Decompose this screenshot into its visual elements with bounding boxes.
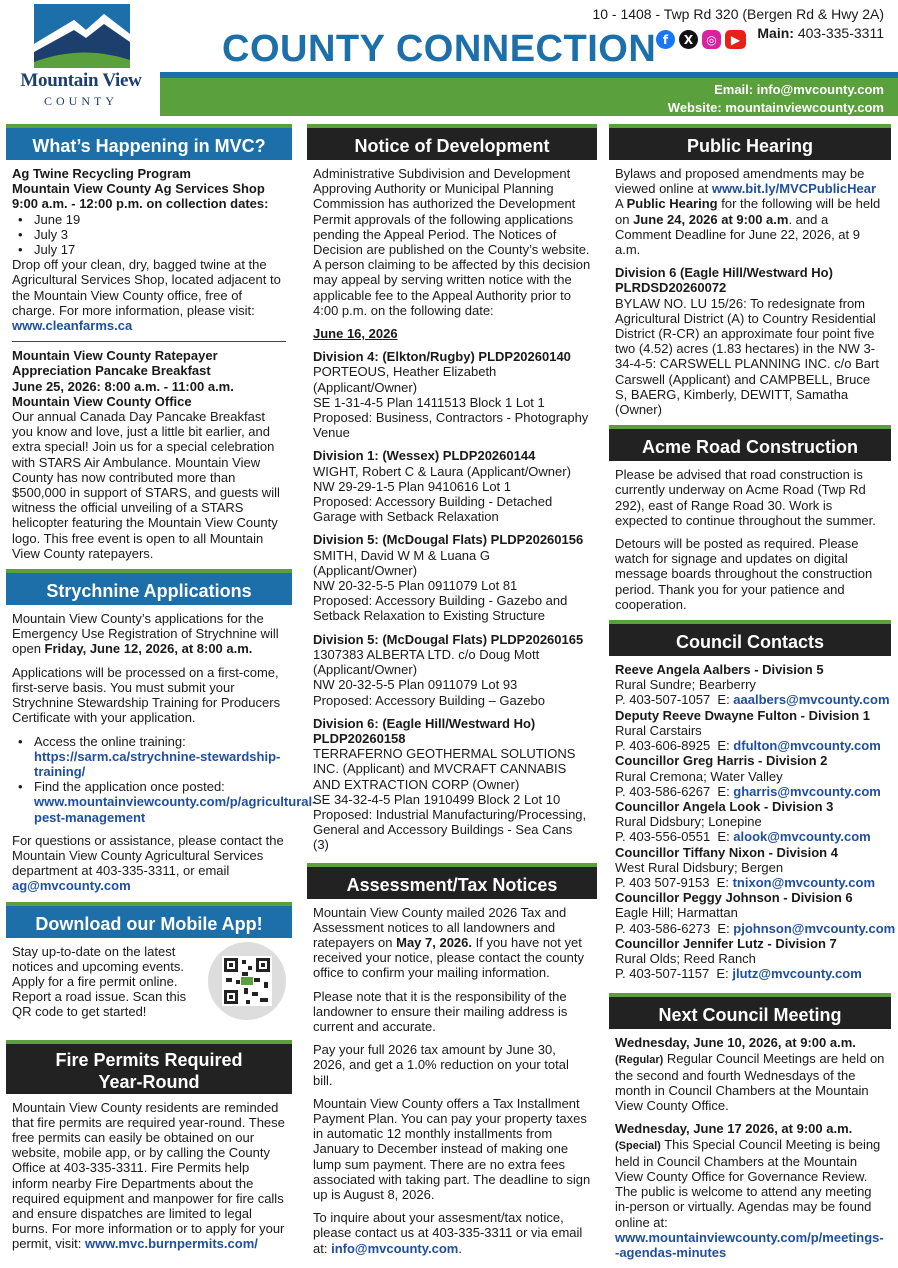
meeting-1-type: (Regular) — [615, 1053, 664, 1066]
strychnine-p1-text: Mountain View County’s applications for the Emergency Use Registration of Strychnine will open — [12, 611, 279, 657]
council-member-contact — [615, 966, 885, 981]
council-member-area: Rural Sundre; Bearberry — [615, 677, 756, 693]
strychnine-p1 — [12, 611, 286, 657]
development-body — [307, 160, 597, 853]
hearing-bylaw: BYLAW NO. LU 15/26: To redesignate from Agricultural District (A) to Country Residential District (R-CR) an approximate four point five two (4.52) acres (1.83 hectares) in the NW 3-34-4-5: CARSWELL PLANNING INC. c/o Bart Carswell (Applicant) and CAMPBELL, Bruce S, BAERG, Kimberly, DEWITT, Samatha (Owner) — [615, 295, 879, 418]
meeting-public-text: The public is welcome to attend any meeting in-person or virtually. Agendas may be found online at: — [615, 1184, 872, 1230]
assessment-p2: Please note that it is the responsibility of the landowner to ensure their mailing address is current and accurate. — [313, 988, 568, 1034]
strychnine-open-date: Friday, June 12, 2026, at 8:00 a.m. — [44, 641, 253, 657]
council-member-area: Rural Didsbury; Lonepine — [615, 814, 762, 830]
twine-body: Drop off your clean, dry, bagged twine at the Agricultural Services Shop, located adjacent to the Mountain View County office, free of charge. For more information, please visit: — [12, 257, 281, 318]
council-member-email[interactable]: tnixon@mvcounty.com — [732, 874, 876, 890]
assessment-p4: Mountain View County offers a Tax Installment Payment Plan. You can pay your property taxes in automatic 12 monthly installments from January to December instead of making one lump sum payment. There are no extra fees associated with taking part. The deadline to sign up is August 8, 2026. — [313, 1095, 591, 1202]
council-member-name: Councillor Tiffany Nixon - Division 4 — [615, 844, 838, 860]
logo-name: Mountain View — [20, 70, 142, 91]
development-item-heading: Division 6: (Eagle Hill/Westward Ho) PLDP20260158 — [313, 715, 536, 746]
development-item — [313, 532, 591, 623]
section-title-public-hearing: Public Hearing — [609, 124, 891, 160]
assessment-body — [307, 899, 597, 1256]
main-phone — [757, 25, 884, 41]
council-member-name: Deputy Reeve Dwayne Fulton - Division 1 — [615, 707, 870, 723]
mailing-date: May 7, 2026. — [396, 934, 472, 950]
council-member-phone: P. 403-606-8925 E: — [615, 738, 734, 754]
development-item-line: Proposed: Industrial Manufacturing/Processing, General and Accessory Buildings - Sea Cans (3) — [313, 806, 587, 853]
development-item-line: SE 34-32-4-5 Plan 1910499 Block 2 Lot 10 — [313, 791, 561, 807]
development-item-line: SE 1-31-4-5 Plan 1411513 Block 1 Lot 1 — [313, 394, 545, 410]
council-member-email[interactable]: alook@mvcounty.com — [733, 829, 871, 845]
development-item-line: WIGHT, Robert C & Laura (Applicant/Owner) — [313, 463, 571, 479]
assessment-p1 — [313, 905, 591, 981]
section-title-whats-happening: What’s Happening in MVC? — [6, 124, 292, 160]
fire-permits-body — [6, 1094, 292, 1252]
council-member-name: Councillor Jennifer Lutz - Division 7 — [615, 935, 837, 951]
strychnine-list — [12, 733, 317, 825]
development-item-line: NW 20-32-5-5 Plan 0911079 Lot 81 — [313, 578, 518, 594]
logo-county: COUNTY — [44, 94, 118, 108]
section-title-meeting: Next Council Meeting — [609, 993, 891, 1029]
council-member-email[interactable]: pjohnson@mvcounty.com — [733, 920, 896, 936]
agendas-link[interactable]: www.mountainviewcounty.com/p/meetings--agendas-minutes — [615, 1229, 884, 1260]
pancake-date: June 25, 2026: 8:00 a.m. - 11:00 a.m. — [12, 378, 234, 394]
youtube-icon[interactable]: ▶ — [725, 30, 746, 49]
section-title-mobile-app: Download our Mobile App! — [6, 902, 292, 938]
council-member-contact — [615, 784, 885, 799]
strychnine-body — [6, 605, 317, 894]
meeting-2-text: This Special Council Meeting is being held in Council Chambers at the Mountain View County Office for Governance Review. — [615, 1136, 881, 1184]
assessment-p5 — [313, 1210, 591, 1256]
development-item — [313, 632, 591, 708]
assessment-contact-text: To inquire about your assesment/tax notice, please contact us at 403-335-3311 or via email at: — [313, 1210, 583, 1256]
council-member-email[interactable]: jlutz@mvcounty.com — [732, 966, 862, 982]
section-title-development: Notice of Development — [307, 124, 597, 160]
development-item-line: 1307383 ALBERTA LTD. c/o Doug Mott (Applicant/Owner) — [313, 646, 540, 678]
application-label: Find the application once posted: — [34, 779, 225, 795]
mobile-app-body — [6, 938, 292, 1038]
hearing-file: PLRDSD20260072 — [615, 280, 727, 296]
development-item-line: Proposed: Business, Contractors - Photography Venue — [313, 410, 589, 441]
assessment-period: . — [458, 1240, 462, 1256]
section-title-strychnine: Strychnine Applications — [6, 569, 292, 605]
acme-p2: Detours will be posted as required. Please watch for signage and updates on digital message boards throughout the construction period. Thank you for your patience and cooperation. — [615, 536, 873, 612]
section-title-fire-permits — [6, 1040, 292, 1094]
council-member-contact — [615, 692, 890, 708]
council-member-area: Rural Cremona; Water Valley — [615, 768, 783, 784]
pancake-description: Our annual Canada Day Pancake Breakfast you know and love, just a little bit earlier, and extra special! Join us for a special celebration with STARS Air Ambulance. Mountain View County has now contributed more than $500,000 in support of STARS, and guests will witness the official unveiling of a STARS helicopter featuring the Mountain View County logo. This free event is open to all Mountain View County ratepayers. — [12, 409, 280, 561]
development-item-line: PORTEOUS, Heather Elizabeth (Applicant/Owner) — [313, 364, 497, 395]
public-hearing-link[interactable]: www.bit.ly/MVCPublicHear — [711, 181, 877, 197]
meeting-2-type: (Special) — [615, 1139, 661, 1152]
development-item-line: NW 29-29-1-5 Plan 9410616 Lot 1 — [313, 478, 512, 494]
council-contacts-list — [609, 656, 896, 982]
pancake-heading: Mountain View County Ratepayer Appreciation Pancake Breakfast — [12, 348, 218, 379]
twine-dates — [12, 212, 286, 258]
appeal-date: June 16, 2026 — [313, 326, 398, 342]
development-item-line: TERRAFERNO GEOTHERMAL SOLUTIONS INC. (Applicant) and MVCRAFT CANNABIS AND EXTRACTION CORP (Owner) — [313, 746, 576, 792]
development-item-line: Proposed: Accessory Building - Detached Garage with Setback Relaxation — [313, 494, 553, 525]
meeting-body — [609, 1029, 891, 1260]
social-icons — [656, 30, 746, 49]
twine-heading: Ag Twine Recycling Program — [12, 166, 191, 181]
strychnine-p2: Applications will be processed on a first-come, first-serve basis. You must submit your Strychnine Stewardship Training for Producers Certificate with your application. — [12, 664, 281, 726]
development-item — [313, 448, 591, 524]
development-list — [313, 349, 591, 852]
header-blue-stripe — [160, 72, 898, 78]
council-member-area: Rural Olds; Reed Ranch — [615, 950, 756, 966]
development-item-heading: Division 5: (McDougal Flats) PLDP20260165 — [313, 631, 584, 647]
council-member-area: West Rural Didsbury; Bergen — [615, 859, 784, 875]
strychnine-contact-text: For questions or assistance, please contact the Mountain View County Agricultural Services department at 403-335-3311, or email — [12, 832, 284, 879]
pancake-location: Mountain View County Office — [12, 393, 192, 409]
council-member-name: Councillor Greg Harris - Division 2 — [615, 753, 828, 769]
facebook-icon[interactable]: f — [656, 30, 675, 49]
council-member-contact — [615, 875, 885, 890]
council-member-email[interactable]: gharris@mvcounty.com — [733, 783, 881, 799]
twine-location: Mountain View County Ag Services Shop — [12, 181, 265, 197]
development-item — [313, 716, 591, 853]
pancake-body — [6, 342, 292, 561]
x-icon[interactable]: X — [679, 30, 698, 49]
training-label: Access the online training: — [34, 733, 186, 749]
development-intro: Administrative Subdivision and Development Approving Authority or Municipal Planning Commission has authorized the Development Permit approvals of the following applications pending the Appeal Period. The Notices of Decision are published on the County’s website. A person claiming to be affected by this decision may appeal by serving written notice with the applicable fee to the Appeal Authority prior to 4:00 p.m. on the following date: — [313, 166, 591, 318]
header-website[interactable]: Website: mountainviewcounty.com — [667, 100, 884, 115]
fire-title-line2: Year-Round — [98, 1071, 200, 1092]
meeting-1-text: Regular Council Meetings are held on the second and fourth Wednesdays of the month in Council Chambers at the Mountain View County Office. — [615, 1050, 885, 1114]
hearing-text-a: Bylaws and proposed amendments may be viewed online at — [615, 166, 865, 197]
development-item-line: SMITH, David W M & Luana G (Applicant/Owner) — [313, 547, 490, 578]
council-member-phone: P. 403-556-0551 E: — [615, 829, 734, 845]
development-item — [313, 349, 591, 440]
page-header — [0, 0, 898, 118]
list-item: • July 17 — [12, 242, 286, 257]
public-hearing-body — [609, 160, 891, 417]
council-member-area: Rural Carstairs — [615, 722, 702, 738]
development-item-line: Proposed: Accessory Building – Gazebo — [313, 692, 545, 708]
section-title-council: Council Contacts — [609, 620, 891, 656]
header-email[interactable]: Email: info@mvcounty.com — [714, 82, 884, 97]
council-member-phone: P. 403 507-9153 E: — [615, 874, 733, 890]
hearing-intro — [615, 166, 885, 257]
meeting-2-date: Wednesday, June 17 2026, at 9:00 a.m. — [615, 1121, 853, 1137]
meeting-1-date: Wednesday, June 10, 2026, at 9:00 a.m. — [615, 1035, 856, 1051]
whats-happening-body — [6, 160, 292, 333]
main-phone-number: 403-335-3311 — [797, 25, 884, 41]
fire-permits-text: Mountain View County residents are reminded that fire permits are required year-round. These free permits can easily be obtained on our website, mobile app, or by calling the County Office at 403-335-3311. Fire Permits help inform nearby Fire Departments about the required equipment and manpower for fire calls and ensure dispatches are limited to legal burns. For more information or to apply for your permit, visit: — [12, 1099, 285, 1252]
application-link[interactable]: www.mountainviewcounty.com/p/agricultural-pest-management — [34, 794, 317, 825]
main-phone-label: Main: — [757, 25, 794, 41]
council-member-phone: P. 403-507-1057 E: — [615, 692, 734, 708]
fire-title-line1: Fire Permits Required — [55, 1049, 243, 1070]
council-member-name: Councillor Angela Look - Division 3 — [615, 798, 834, 814]
council-member-area: Eagle Hill; Harmattan — [615, 905, 738, 921]
council-member-contact — [615, 829, 885, 844]
council-member-name: Councillor Peggy Johnson - Division 6 — [615, 890, 853, 906]
council-member-contact — [615, 738, 885, 753]
hearing-division: Division 6 (Eagle Hill/Westward Ho) — [615, 265, 833, 281]
hearing-bold: Public Hearing — [626, 196, 718, 212]
assessment-p1-text: Mountain View County mailed 2026 Tax and Assessment notices to all landowners and ratepayers on — [313, 904, 567, 950]
council-member-phone: P. 403-507-1157 E: — [615, 966, 733, 982]
assessment-p1-text-end: If you have not yet received your notice, please contact the county office to confirm your mailing information. — [313, 934, 584, 981]
list-item — [12, 779, 317, 825]
office-address: 10 - 1408 - Twp Rd 320 (Bergen Rd & Hwy 2A) — [592, 6, 884, 22]
instagram-icon[interactable]: ◎ — [702, 30, 721, 49]
qr-code-icon[interactable] — [208, 942, 286, 1020]
cleanfarms-link[interactable]: www.cleanfarms.ca — [12, 318, 133, 334]
hearing-text-d: for the following will be held on — [615, 196, 881, 227]
council-member-email[interactable]: dfulton@mvcounty.com — [733, 738, 881, 754]
meeting-1 — [615, 1035, 885, 1113]
training-link[interactable]: https://sarm.ca/strychnine-stewardship-training/ — [34, 748, 281, 779]
development-item-heading: Division 5: (McDougal Flats) PLDP20260156 — [313, 532, 584, 548]
list-item: • June 19 — [12, 212, 286, 227]
council-member-contact — [615, 920, 896, 936]
council-member-phone: P. 403-586-6273 E: — [615, 920, 734, 936]
acme-body — [609, 461, 891, 612]
assessment-p3: Pay your full 2026 tax amount by June 30, 2026, and get a 1.0% reduction on your total bill. — [313, 1042, 569, 1088]
meeting-2 — [615, 1121, 885, 1260]
column-right — [609, 124, 896, 1268]
council-member-phone: P. 403-586-6267 E: — [615, 783, 734, 799]
column-left — [6, 124, 317, 1252]
column-middle — [307, 124, 597, 1264]
acme-p1: Please be advised that road construction is currently underway on Acme Road (Twp Rd 292), east of Range Road 30. Work is expected to continue throughout the summer. — [615, 467, 876, 528]
ag-email-link[interactable]: ag@mvcounty.com — [12, 878, 131, 894]
hearing-date: June 24, 2026 at 9:00 a.m — [633, 211, 789, 227]
development-item-heading: Division 4: (Elkton/Rugby) PLDP20260140 — [313, 349, 571, 365]
council-member-name: Reeve Angela Aalbers - Division 5 — [615, 662, 824, 678]
mobile-app-text: Stay up-to-date on the latest notices and upcoming events. Apply for a fire permit online. Report a road issue. Scan this QR code to get started! — [12, 943, 187, 1020]
county-logo[interactable] — [6, 4, 156, 112]
info-email-link[interactable]: info@mvcounty.com — [331, 1240, 459, 1256]
twine-hours: 9:00 a.m. - 12:00 p.m. on collection dates: — [12, 196, 269, 212]
list-item: • July 3 — [12, 227, 286, 242]
section-title-assessment: Assessment/Tax Notices — [307, 863, 597, 899]
development-item-line: NW 20-32-5-5 Plan 0911079 Lot 93 — [313, 677, 518, 693]
burnpermits-link[interactable]: www.mvc.burnpermits.com/ — [84, 1236, 258, 1252]
hearing-text-f: . and a Comment Deadline for June 22, 2026, at 9 a.m. — [615, 211, 860, 258]
strychnine-p3 — [12, 833, 286, 894]
development-item-heading: Division 1: (Wessex) PLDP20260144 — [313, 448, 536, 464]
section-title-acme: Acme Road Construction — [609, 425, 891, 461]
council-member-email[interactable]: aaalbers@mvcounty.com — [733, 692, 890, 708]
list-item — [12, 734, 286, 780]
mountain-logo-icon — [34, 4, 130, 68]
development-item-line: Proposed: Accessory Building - Gazebo and Setback Relaxation to Existing Structure — [313, 593, 568, 624]
newsletter-title: COUNTY CONNECTION — [222, 28, 657, 70]
hearing-text-b: A — [615, 196, 627, 212]
